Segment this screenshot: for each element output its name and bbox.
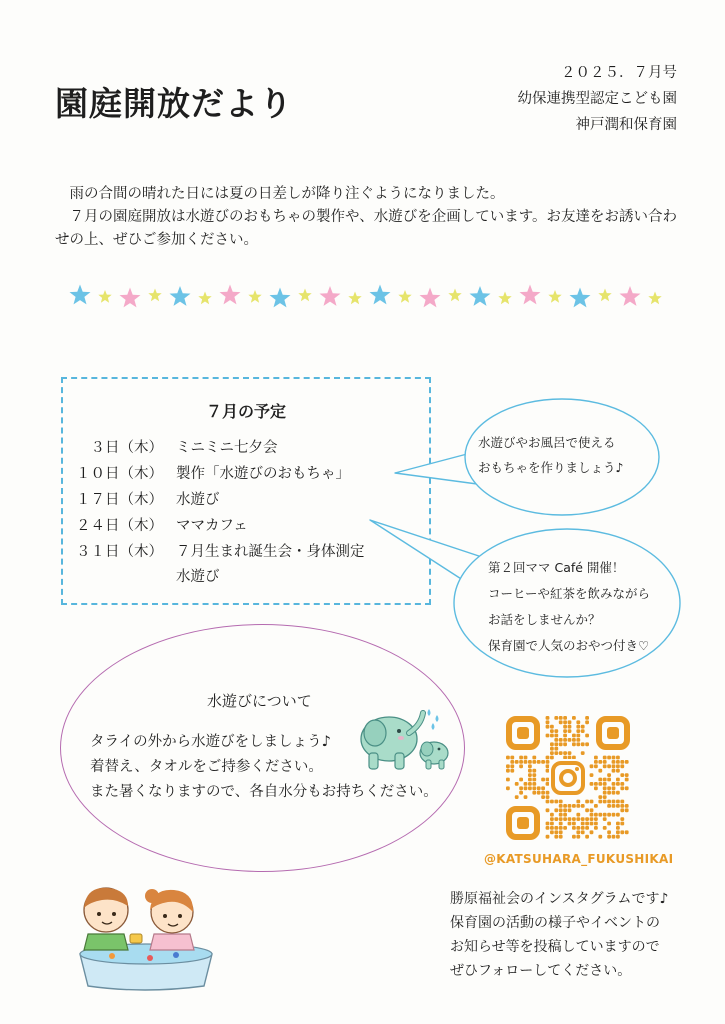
instagram-line3: お知らせ等を投稿していますので	[450, 939, 660, 955]
issue-label: ２０２５．７月号	[561, 65, 677, 81]
schedule-event: ミニミニ七夕会	[176, 440, 278, 456]
callout-2-line3: お話をしませんか？	[488, 612, 601, 627]
water-line3: また暑くなりますので、各自水分もお持ちください。	[90, 784, 438, 800]
org-name-line1: 幼保連携型認定こども園	[517, 91, 677, 107]
intro-paragraph-1: 雨の合間の晴れた日には夏の日差しが降り注ぐようになりました。	[69, 186, 505, 202]
instagram-line4: ぜひフォローしてください。	[450, 963, 632, 979]
instagram-handle: @KATSUHARA_FUKUSHIKAI	[484, 852, 674, 866]
schedule-date: ２４日（木）	[76, 518, 163, 534]
water-title: 水遊びについて	[207, 692, 312, 710]
schedule-title: ７月の予定	[205, 402, 286, 421]
water-line1: タライの外から水遊びをしましょう♪	[90, 734, 331, 750]
schedule-event: 水遊び	[176, 569, 220, 585]
schedule-date: １０日（木）	[76, 466, 163, 482]
instagram-line1: 勝原福祉会のインスタグラムです♪	[450, 891, 669, 907]
water-line2: 着替え、タオルをご持参ください。	[90, 759, 323, 775]
callout-2-text	[488, 555, 650, 659]
intro-paragraph-2: ７月の園庭開放は水遊びのおもちゃの製作や、水遊びを企画しています。お友達をお誘い合わせの上、ぜひご参加ください。	[55, 209, 678, 248]
instagram-logo-icon	[549, 759, 587, 797]
elephant-illustration-icon	[357, 703, 457, 775]
schedule-date: １７日（木）	[76, 492, 163, 508]
callout-1-line1: 水遊びやお風呂で使える	[478, 435, 616, 450]
schedule-event: 水遊び	[176, 492, 220, 508]
kids-playing-water-illustration-icon	[72, 882, 217, 992]
callout-2-line1: 第２回ママ Café 開催！	[488, 560, 625, 575]
callout-2-line2: コーヒーや紅茶を飲みながら	[488, 586, 651, 601]
callout-1-line2: おもちゃを作りましょう♪	[478, 460, 624, 475]
schedule-date: ３１日（木）	[76, 544, 163, 560]
schedule-event: 製作「水遊びのおもちゃ」	[176, 466, 350, 482]
schedule-event: ママカフェ	[176, 518, 248, 534]
org-name-line2: 神戸潤和保育園	[575, 117, 677, 133]
callout-2-line4: 保育園で人気のおやつ付き♡	[488, 638, 650, 653]
callout-1-text	[478, 430, 623, 480]
schedule-date: ３日（木）	[90, 440, 163, 456]
page-title: 園庭開放だより	[55, 84, 293, 123]
qr-code-icon	[503, 713, 633, 843]
instagram-text	[450, 887, 668, 983]
schedule-event: ７月生まれ誕生会・身体測定	[176, 544, 365, 560]
instagram-line2: 保育園の活動の様子やイベントの	[450, 915, 660, 931]
